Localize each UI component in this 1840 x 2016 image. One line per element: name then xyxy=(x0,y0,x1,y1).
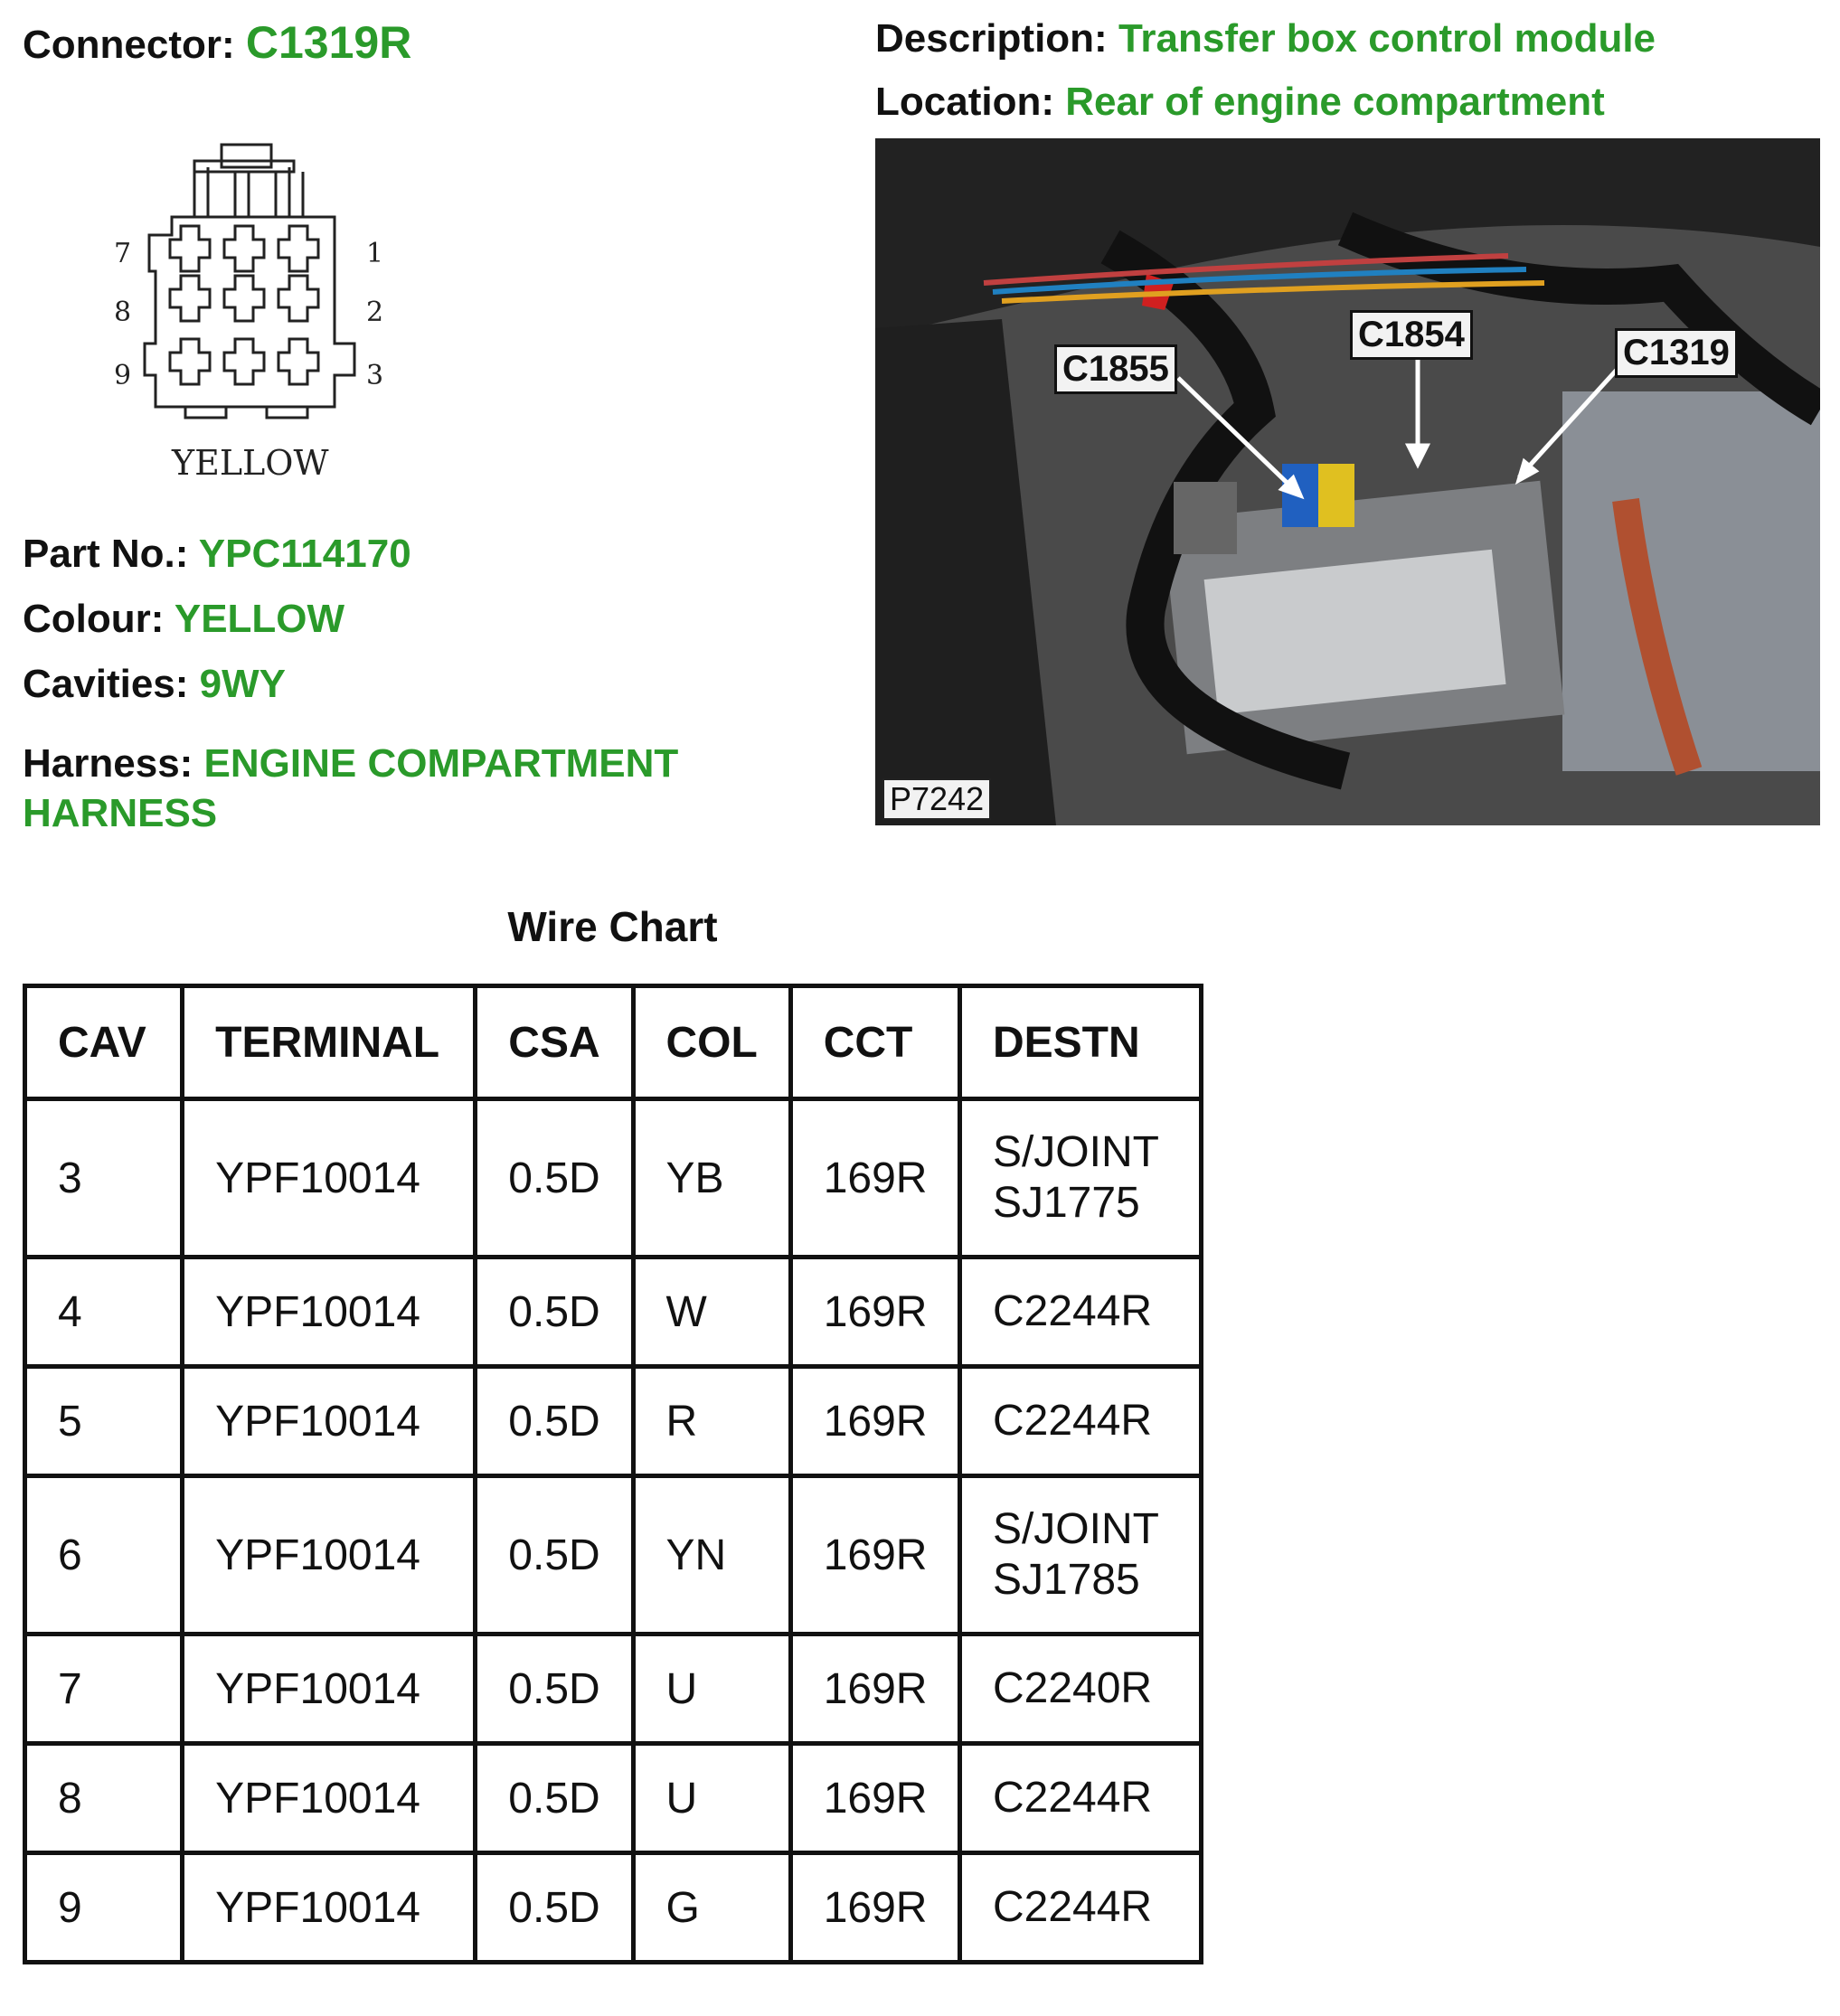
cell-csa: 0.5D xyxy=(476,1853,633,1963)
table-row xyxy=(25,1634,1202,1744)
description-value: Transfer box control module xyxy=(1118,16,1656,61)
callout-c1855: C1855 xyxy=(1054,344,1177,394)
cell-terminal: YPF10014 xyxy=(183,1476,476,1634)
location-field xyxy=(875,80,1605,125)
cell-cct: 169R xyxy=(790,1476,959,1634)
harness-value-line1: ENGINE COMPARTMENT xyxy=(203,741,679,786)
cell-col: U xyxy=(633,1744,790,1853)
cell-cct: 169R xyxy=(790,1744,959,1853)
cell-cct: 169R xyxy=(790,1367,959,1476)
header-col: COL xyxy=(633,986,790,1099)
cell-col: W xyxy=(633,1258,790,1367)
cavities-value: 9WY xyxy=(199,662,287,706)
cell-cct: 169R xyxy=(790,1258,959,1367)
cell-cav: 7 xyxy=(25,1634,183,1744)
colour-label: Colour: xyxy=(23,597,165,641)
connector-field xyxy=(23,16,411,69)
location-label: Location: xyxy=(875,80,1054,124)
cell-csa: 0.5D xyxy=(476,1367,633,1476)
photo-id: P7242 xyxy=(882,778,991,820)
pin-label-7: 7 xyxy=(114,238,132,269)
cell-cav: 5 xyxy=(25,1367,183,1476)
header-csa: CSA xyxy=(476,986,633,1099)
header-cct: CCT xyxy=(790,986,959,1099)
cell-cct: 169R xyxy=(790,1634,959,1744)
cell-cav: 3 xyxy=(25,1099,183,1258)
cell-cct: 169R xyxy=(790,1853,959,1963)
cell-destn xyxy=(959,1476,1201,1634)
destn-line1: S/JOINT xyxy=(992,1128,1159,1176)
destn-line1: S/JOINT xyxy=(992,1505,1159,1553)
description-label: Description: xyxy=(875,16,1108,61)
cavities-label: Cavities: xyxy=(23,662,189,706)
connector-label: Connector: xyxy=(23,23,235,67)
part-no-value: YPC114170 xyxy=(198,532,411,576)
destn-line2: SJ1785 xyxy=(992,1556,1140,1604)
location-photo xyxy=(875,138,1820,825)
table-row xyxy=(25,1744,1202,1853)
cell-terminal: YPF10014 xyxy=(183,1258,476,1367)
header-destn: DESTN xyxy=(959,986,1201,1099)
cell-terminal: YPF10014 xyxy=(183,1367,476,1476)
connector-value: C1319R xyxy=(245,17,412,68)
cell-terminal: YPF10014 xyxy=(183,1099,476,1258)
callout-c1854: C1854 xyxy=(1350,310,1473,360)
connector-pin-diagram xyxy=(109,136,398,497)
pin-label-3: 3 xyxy=(366,360,384,391)
harness-field xyxy=(23,741,678,787)
cell-destn: C2244R xyxy=(959,1853,1201,1963)
diagram-colour-caption: YELLOW xyxy=(172,443,329,483)
cell-csa: 0.5D xyxy=(476,1476,633,1634)
wire-chart-header-row xyxy=(25,986,1202,1099)
cell-terminal: YPF10014 xyxy=(183,1634,476,1744)
cell-cav: 9 xyxy=(25,1853,183,1963)
cavities-field xyxy=(23,662,286,707)
cell-destn xyxy=(959,1099,1201,1258)
callout-c1319: C1319 xyxy=(1615,328,1738,378)
table-row xyxy=(25,1476,1202,1634)
part-no-field xyxy=(23,532,411,577)
cell-col: G xyxy=(633,1853,790,1963)
header-cav: CAV xyxy=(25,986,183,1099)
wire-chart-table xyxy=(23,984,1203,1964)
cell-csa: 0.5D xyxy=(476,1258,633,1367)
cell-terminal: YPF10014 xyxy=(183,1744,476,1853)
wire-chart-title: Wire Chart xyxy=(507,903,718,950)
cell-col: YN xyxy=(633,1476,790,1634)
cell-csa: 0.5D xyxy=(476,1634,633,1744)
cell-destn: C2244R xyxy=(959,1744,1201,1853)
part-no-label: Part No.: xyxy=(23,532,189,576)
pin-label-1: 1 xyxy=(366,238,384,269)
cell-destn: C2244R xyxy=(959,1367,1201,1476)
cell-destn: C2244R xyxy=(959,1258,1201,1367)
engine-bay-illustration xyxy=(875,138,1820,825)
colour-field xyxy=(23,597,344,642)
table-row xyxy=(25,1258,1202,1367)
location-value: Rear of engine compartment xyxy=(1065,80,1605,124)
description-field xyxy=(875,16,1656,61)
cell-terminal: YPF10014 xyxy=(183,1853,476,1963)
table-row xyxy=(25,1367,1202,1476)
colour-value: YELLOW xyxy=(174,597,345,641)
cell-csa: 0.5D xyxy=(476,1099,633,1258)
destn-line2: SJ1775 xyxy=(992,1179,1140,1227)
cell-cav: 6 xyxy=(25,1476,183,1634)
header-terminal: TERMINAL xyxy=(183,986,476,1099)
harness-label: Harness: xyxy=(23,741,193,786)
cell-csa: 0.5D xyxy=(476,1744,633,1853)
harness-value-line2: HARNESS xyxy=(23,791,218,835)
cell-col: YB xyxy=(633,1099,790,1258)
cell-cav: 8 xyxy=(25,1744,183,1853)
pin-label-2: 2 xyxy=(366,297,384,328)
pin-label-9: 9 xyxy=(114,360,132,391)
pin-label-8: 8 xyxy=(114,297,132,328)
cell-cav: 4 xyxy=(25,1258,183,1367)
cell-col: U xyxy=(633,1634,790,1744)
cell-destn: C2240R xyxy=(959,1634,1201,1744)
cell-cct: 169R xyxy=(790,1099,959,1258)
table-row xyxy=(25,1853,1202,1963)
table-row xyxy=(25,1099,1202,1258)
cell-col: R xyxy=(633,1367,790,1476)
